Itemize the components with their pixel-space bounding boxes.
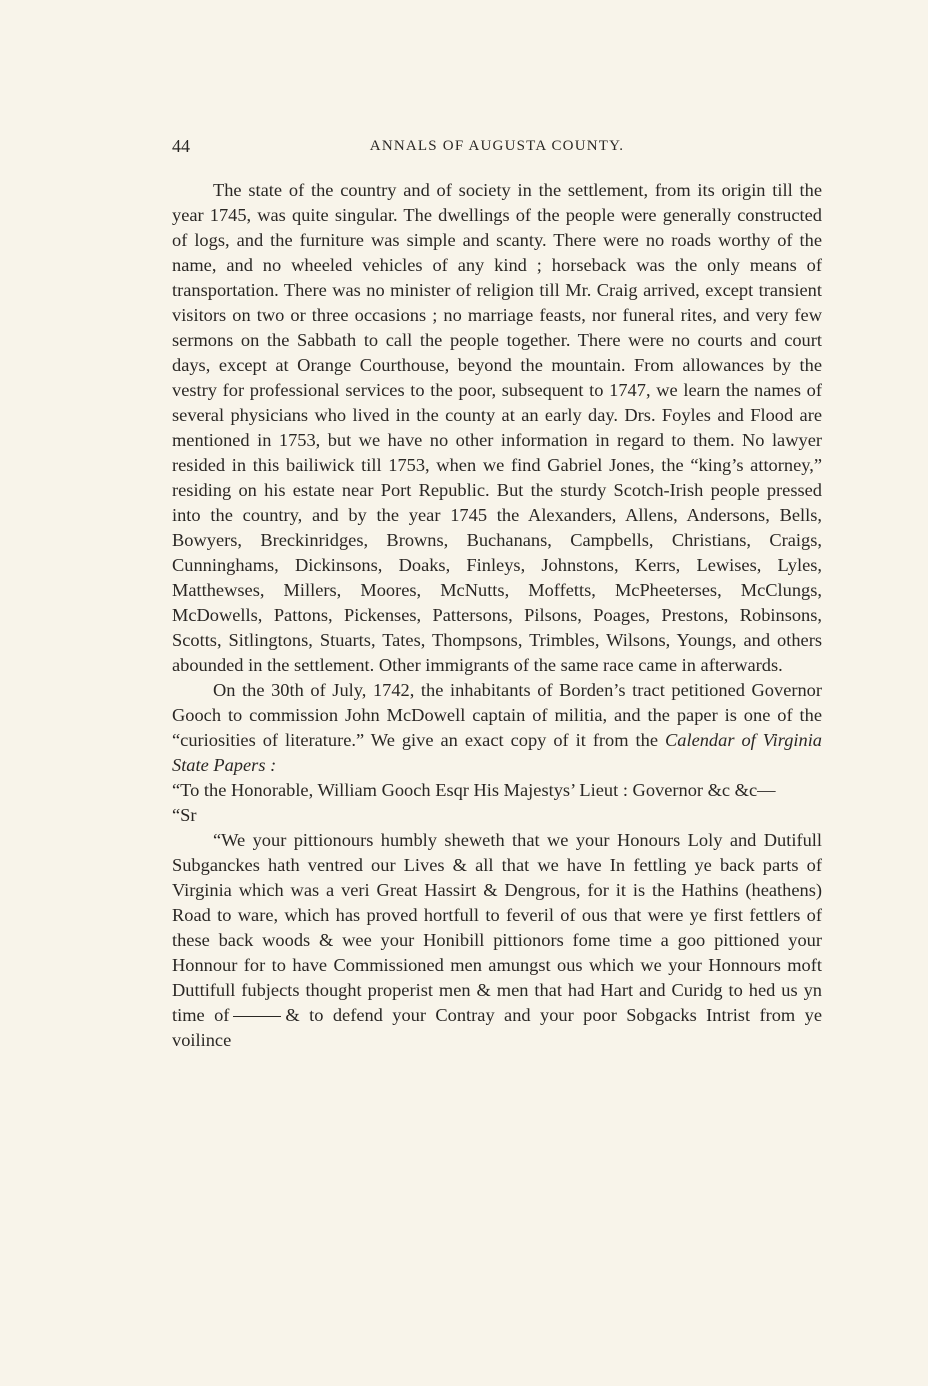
letter-text: & to defend your Contray and your poor Sobgacks Intrist from ye voilince (172, 1005, 822, 1050)
page-number: 44 (172, 136, 190, 156)
letter-body (172, 828, 822, 1053)
letter-address: “To the Honorable, William Gooch Esqr His Majestys’ Lieut : Governor &c &c— (172, 780, 776, 800)
paragraph-text: On the 30th of July, 1742, the inhabitants of Borden’s tract petitioned Governor Gooch to commission John McDowell captain of militia, and the paper is one of the “curiosities of literature.” We give an exact copy of it from the (172, 680, 822, 750)
source-citation: Calendar of Virginia State Papers : (172, 730, 822, 775)
paragraph (172, 178, 822, 678)
letter-text: “We your pittionours humbly sheweth that we your Honours Loly and Dutifull Subganckes hath ventred our Lives & all that we have In fettling ye back parts of Virginia which was a veri Great Hassirt & Dengrous, for it is the Hathins (heathens) Road to ware, which has proved hortfull to feveril of ous that were ye first fettlers of these back woods & wee your Honibill pittionors fome time a goo pittioned your Honnour for to have Commissioned men amungst ous which we your Honnours moft Duttifull fubjects thought properist men & men that had Hart and Curidg to hed us yn time of (172, 830, 822, 1025)
book-page (172, 136, 822, 1053)
paragraph-text: The state of the country and of society in the settlement, from its origin till the year 1745, was quite singular. The dwellings of the people were generally constructed of logs, and the furniture was simple and scanty. There were no roads worthy of the name, and no wheeled vehicles of any kind ; horseback was the only means of transportation. There was no minister of religion till Mr. Craig arrived, except transient visitors on two or three occasions ; no marriage feasts, nor funeral rites, and very few sermons on the Sabbath to call the people together. There were no courts and court days, except at Orange Courthouse, beyond the mountain. From allowances by the vestry for professional services to the poor, subsequent to 1747, we learn the names of several physicians who lived in the county at an early day. Drs. Foyles and Flood are mentioned in 1753, but we have no other information in regard to them. No lawyer resided in this bailiwick till 1753, when we find Gabriel Jones, the “king’s attorney,” residing on his estate near Port Republic. But the sturdy Scotch-Irish people pressed into the country, and by the year 1745 the Alexanders, Allens, Andersons, Bells, Bowyers, Breckinridges, Browns, Buchanans, Campbells, Christians, Craigs, Cunninghams, Dickinsons, Doaks, Finleys, Johnstons, Kerrs, Lewises, Lyles, Matthewses, Millers, Moores, McNutts, Moffetts, McPheeterses, McClungs, McDowells, Pattons, Pickenses, Pattersons, Pilsons, Poages, Prestons, Robinsons, Scotts, Sitlingtons, Stuarts, Tates, Thompsons, Trimbles, Wilsons, Youngs, and others abounded in the settlement. Other immigrants of the same race came in afterwards. (172, 180, 822, 675)
running-title: ANNALS OF AUGUSTA COUNTY. (369, 138, 625, 154)
running-header (172, 136, 822, 160)
letter-salutation: “Sr (172, 805, 197, 825)
blank-dash (233, 1016, 281, 1017)
paragraph (172, 678, 822, 778)
body-text (172, 178, 822, 1053)
